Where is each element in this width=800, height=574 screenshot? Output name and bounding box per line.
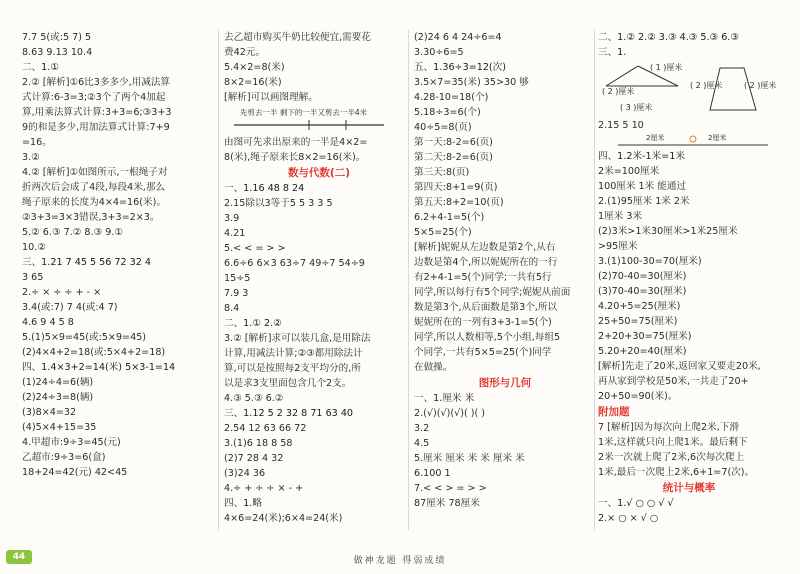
answer-line: 四、1.略: [224, 498, 262, 509]
line-segment: [606, 66, 638, 86]
answer-line: 四、1.4×3+2=14(米) 5×3-1=14: [22, 362, 176, 373]
answer-line: 8×2=16(米): [224, 77, 282, 88]
section-title-geometry: 图形与几何: [478, 377, 532, 389]
answer-line: 2.② [解析]①6比3多多少,用减法算: [22, 77, 171, 88]
answer-line: 7 [解析]因为每次向上爬2米,下滑: [598, 422, 739, 433]
answer-line: 个同学,一共有5×5=25(个)同学: [414, 347, 552, 358]
answer-line: 第一天:8-2=6(页): [414, 137, 493, 148]
answer-line: 40÷5=8(页): [414, 122, 472, 133]
answer-line: 2.× ○ × √ ○: [598, 513, 659, 524]
dim-label: ( 2 )厘米: [744, 81, 777, 90]
answer-line: 五、1.36÷3=12(次): [414, 62, 507, 73]
answer-line: 87厘米 78厘米: [414, 498, 480, 509]
answer-line: 4.甲超市:9÷3=45(元): [22, 437, 121, 448]
rope-label: 先剪去一半 剩下的一半又剪去一半4米: [240, 108, 368, 117]
answer-line: 3.4(或:7) 7 4(或:4 7): [22, 302, 118, 313]
answer-line: 8.4: [224, 303, 240, 314]
answer-line: 折两次后会成了4段,每段4米,那么: [22, 182, 166, 193]
answer-line: 8.63 9.13 10.4: [22, 47, 93, 58]
answer-line: 同学,所以人数相等,5个小组,每组5: [414, 332, 561, 343]
answer-line: (2)24 6 4 24÷6=4: [414, 32, 502, 43]
column-3: [414, 30, 596, 511]
answer-line: 第二天:8-2=6(页): [414, 152, 493, 163]
answer-line: (3)70-40=30(厘米): [598, 286, 687, 297]
answer-line: 三、1.: [598, 47, 627, 58]
answer-line: 3.2: [414, 423, 430, 434]
answer-line: 计算,用减法计算;②③都用除法计: [224, 348, 363, 359]
answer-line: 三、1.12 5 2 32 8 71 63 40: [224, 408, 354, 419]
answer-line: 2米一次就上爬了2米,6次每次爬上: [598, 452, 745, 463]
answer-line: 7.9 3: [224, 288, 249, 299]
answer-line: 4.5: [414, 438, 430, 449]
answer-line: (3)8×4=32: [22, 407, 77, 418]
answer-line: 4.21: [224, 228, 246, 239]
section-title-statistics: 统计与概率: [662, 482, 716, 494]
answer-line: 去乙超市购买牛奶比较便宜,需要花: [224, 32, 371, 43]
answer-line: 一、1.√ ○ ○ √ √: [598, 498, 674, 509]
answer-line: 5.20+20=40(厘米): [598, 346, 687, 357]
answer-line: 3.②: [22, 152, 40, 163]
answer-line: (2)70-40=30(厘米): [598, 271, 687, 282]
answer-line: 4×6=24(米);6×4=24(米): [224, 513, 343, 524]
answer-line: (2)24÷3=8(辆): [22, 392, 94, 403]
answer-line: 4.② [解析]①如图所示,一根绳子对: [22, 167, 168, 178]
section-title-numbers: 数与代数(二): [287, 167, 351, 179]
answer-line: 4.20+5=25(厘米): [598, 301, 681, 312]
answer-line: 4.28-10=18(个): [414, 92, 489, 103]
answer-line: 由图可先求出原来的一半是4×2=: [224, 137, 368, 148]
answer-line: 费42元。: [224, 47, 265, 58]
rope-diagram: [224, 105, 414, 135]
answer-line: 100厘米 1米 能通过: [598, 181, 687, 192]
answer-line: 9的和是多少,用加法算式计算:7+9: [22, 122, 170, 133]
column-4: [598, 30, 780, 526]
answer-line: (1)24÷4=6(辆): [22, 377, 94, 388]
answer-line: 再从家到学校是50米,一共走了20+: [598, 376, 749, 387]
answer-line: 式计算:6-3=3;②3个了两个4加起: [22, 92, 166, 103]
answer-line: 2米=100厘米: [598, 166, 660, 177]
answer-line: [解析]妮妮从左边数是第2个,从右: [414, 242, 556, 253]
answer-line: 有2+4-1=5(个)同学;一共有5行: [414, 272, 552, 283]
answer-line: 3.(1)100-30=70(厘米): [598, 256, 702, 267]
answer-line: 6.2+4-1=5(个): [414, 212, 485, 223]
dim-label: ( 1 )厘米: [650, 63, 683, 72]
answer-line: 边数是第4个,所以妮妮所在的一行: [414, 257, 558, 268]
answer-line: 二、1.①: [22, 62, 59, 73]
footer-slogan: 做神龙题 得弱成绩: [353, 556, 447, 566]
answer-line: 2.54 12 63 66 72: [224, 423, 307, 434]
answer-line: 4.÷ + ÷ ÷ × - +: [224, 483, 304, 494]
answer-line: 3.9: [224, 213, 240, 224]
dim-label: ( 2 )厘米: [602, 87, 635, 96]
answer-line: 以是求3支里面包含几个2支。: [224, 378, 352, 389]
section-title-extra: 附加题: [598, 406, 630, 418]
answer-line: 3.5×7=35(米) 35>30 够: [414, 77, 529, 88]
answer-line: (2)4×4+2=18(或:5×4+2=18): [22, 347, 166, 358]
dim-label: ( 3 )厘米: [620, 103, 653, 112]
answer-line: >95厘米: [598, 241, 638, 252]
answer-line: 15÷5: [224, 273, 251, 284]
answer-line: 数是第3个,从后面数是第3个,所以: [414, 302, 558, 313]
answer-line: 第四天:8+1=9(页): [414, 182, 498, 193]
ruler-diagram: [598, 133, 780, 149]
answer-line: 5.< < = > >: [224, 243, 286, 254]
answer-line: 3.30÷6=5: [414, 47, 464, 58]
answer-line: 5.4×2=8(米): [224, 62, 285, 73]
answer-line: 4.6 9 4 5 8: [22, 317, 74, 328]
answer-line: 1米,最后一次爬上2米,6+1=7(次)。: [598, 467, 755, 478]
dim-label: ( 2 )厘米: [690, 81, 723, 90]
answer-line: 18+24=42(元) 42<45: [22, 467, 128, 478]
answer-line: 同学,所以每行有5个同学;妮妮从前面: [414, 287, 571, 298]
answer-line: 3.(1)6 18 8 58: [224, 438, 293, 449]
answer-line: 6.100 1: [414, 468, 451, 479]
answer-line: 第三天:8(页): [414, 167, 470, 178]
answer-line: 5.厘米 厘米 米 米 厘米 米: [414, 453, 525, 464]
answer-line: [解析]先走了20米,返回家又要走20米,: [598, 361, 761, 372]
answer-line: 7.7 5(或:5 7) 5: [22, 32, 92, 43]
answer-line: 一、1.16 48 8 24: [224, 183, 305, 194]
answer-line: 三、1.21 7 45 5 56 72 32 4: [22, 257, 152, 268]
answer-line: 7.< < > = > >: [414, 483, 487, 494]
answer-line: (2)7 28 4 32: [224, 453, 284, 464]
answer-line: 算,可以是按照每2支平均分的,所: [224, 363, 361, 374]
answer-line: (4)5×4+15=35: [22, 422, 97, 433]
answer-line: 二、1.① 2.②: [224, 318, 282, 329]
answer-line: (2)3米>1米30厘米>1米25厘米: [598, 226, 738, 237]
answer-line: ②3+3=3×3错误,3+3=2×3。: [22, 212, 160, 223]
ruler-svg: [598, 133, 778, 149]
answer-line: 一、1.厘米 米: [414, 393, 475, 404]
answer-line: 5.② 6.③ 7.② 8.③ 9.①: [22, 227, 123, 238]
answer-line: 算,用乘法算式计算:3+3=6;③3+3: [22, 107, 172, 118]
answer-line: 5.18÷3=6(个): [414, 107, 481, 118]
answer-line: 8(米),绳子原来长8×2=16(米)。: [224, 152, 366, 163]
answer-line: 3 65: [22, 272, 44, 283]
column-2: [224, 30, 414, 526]
answer-line: 在做操。: [414, 362, 453, 373]
answer-line: 6.6÷6 6×3 63÷7 49÷7 54÷9: [224, 258, 365, 269]
answer-line: 2+20+30=75(厘米): [598, 331, 692, 342]
answer-line: 第五天:8+2=10(页): [414, 197, 504, 208]
answer-line: 20+50=90(米)。: [598, 391, 678, 402]
measure-diagram: [598, 60, 780, 118]
answer-line: 四、1.2米-1米=1米: [598, 151, 685, 162]
answer-line: [解析]可以画图理解。: [224, 92, 318, 103]
answer-line: 2.(√)(√)(√)( )( ): [414, 408, 486, 419]
column-1: [22, 30, 214, 480]
answer-line: 25+50=75(厘米): [598, 316, 678, 327]
answer-line: 妮妮所在的一列有3+3-1=5(个): [414, 317, 552, 328]
answer-line: 2.÷ × ÷ ÷ + - ×: [22, 287, 102, 298]
answer-line: 二、1.② 2.② 3.③ 4.③ 5.③ 6.③: [598, 32, 739, 43]
answer-line: 绳子原来的长度为4×4=16(米)。: [22, 197, 166, 208]
answer-line: 10.②: [22, 242, 46, 253]
answer-line: (3)24 36: [224, 468, 266, 479]
answer-line: 乙超市:9÷3=6(盒): [22, 452, 106, 463]
answer-line: 4.③ 5.③ 6.②: [224, 393, 284, 404]
flower-icon: [690, 136, 696, 142]
answer-line: 2.15除以3等于5 5 3 3 5: [224, 198, 333, 209]
answer-line: 2.(1)95厘米 1米 2米: [598, 196, 690, 207]
ruler-label: 2厘米: [646, 134, 665, 142]
answer-line: 3.② [解析]求可以装几盒,是用除法: [224, 333, 371, 344]
answer-line: 1厘米 3米: [598, 211, 643, 222]
answer-line: =16。: [22, 137, 52, 148]
answer-line: 2.15 5 10: [598, 120, 644, 131]
column-divider: [218, 30, 219, 530]
answer-line: 5.(1)5×9=45(或:5×9=45): [22, 332, 147, 343]
page-number-badge: 44: [6, 550, 32, 564]
answer-line: 5×5=25(个): [414, 227, 472, 238]
ruler-label: 2厘米: [708, 134, 727, 142]
answer-line: 1米,这样就只向上爬1米。最后剩下: [598, 437, 748, 448]
